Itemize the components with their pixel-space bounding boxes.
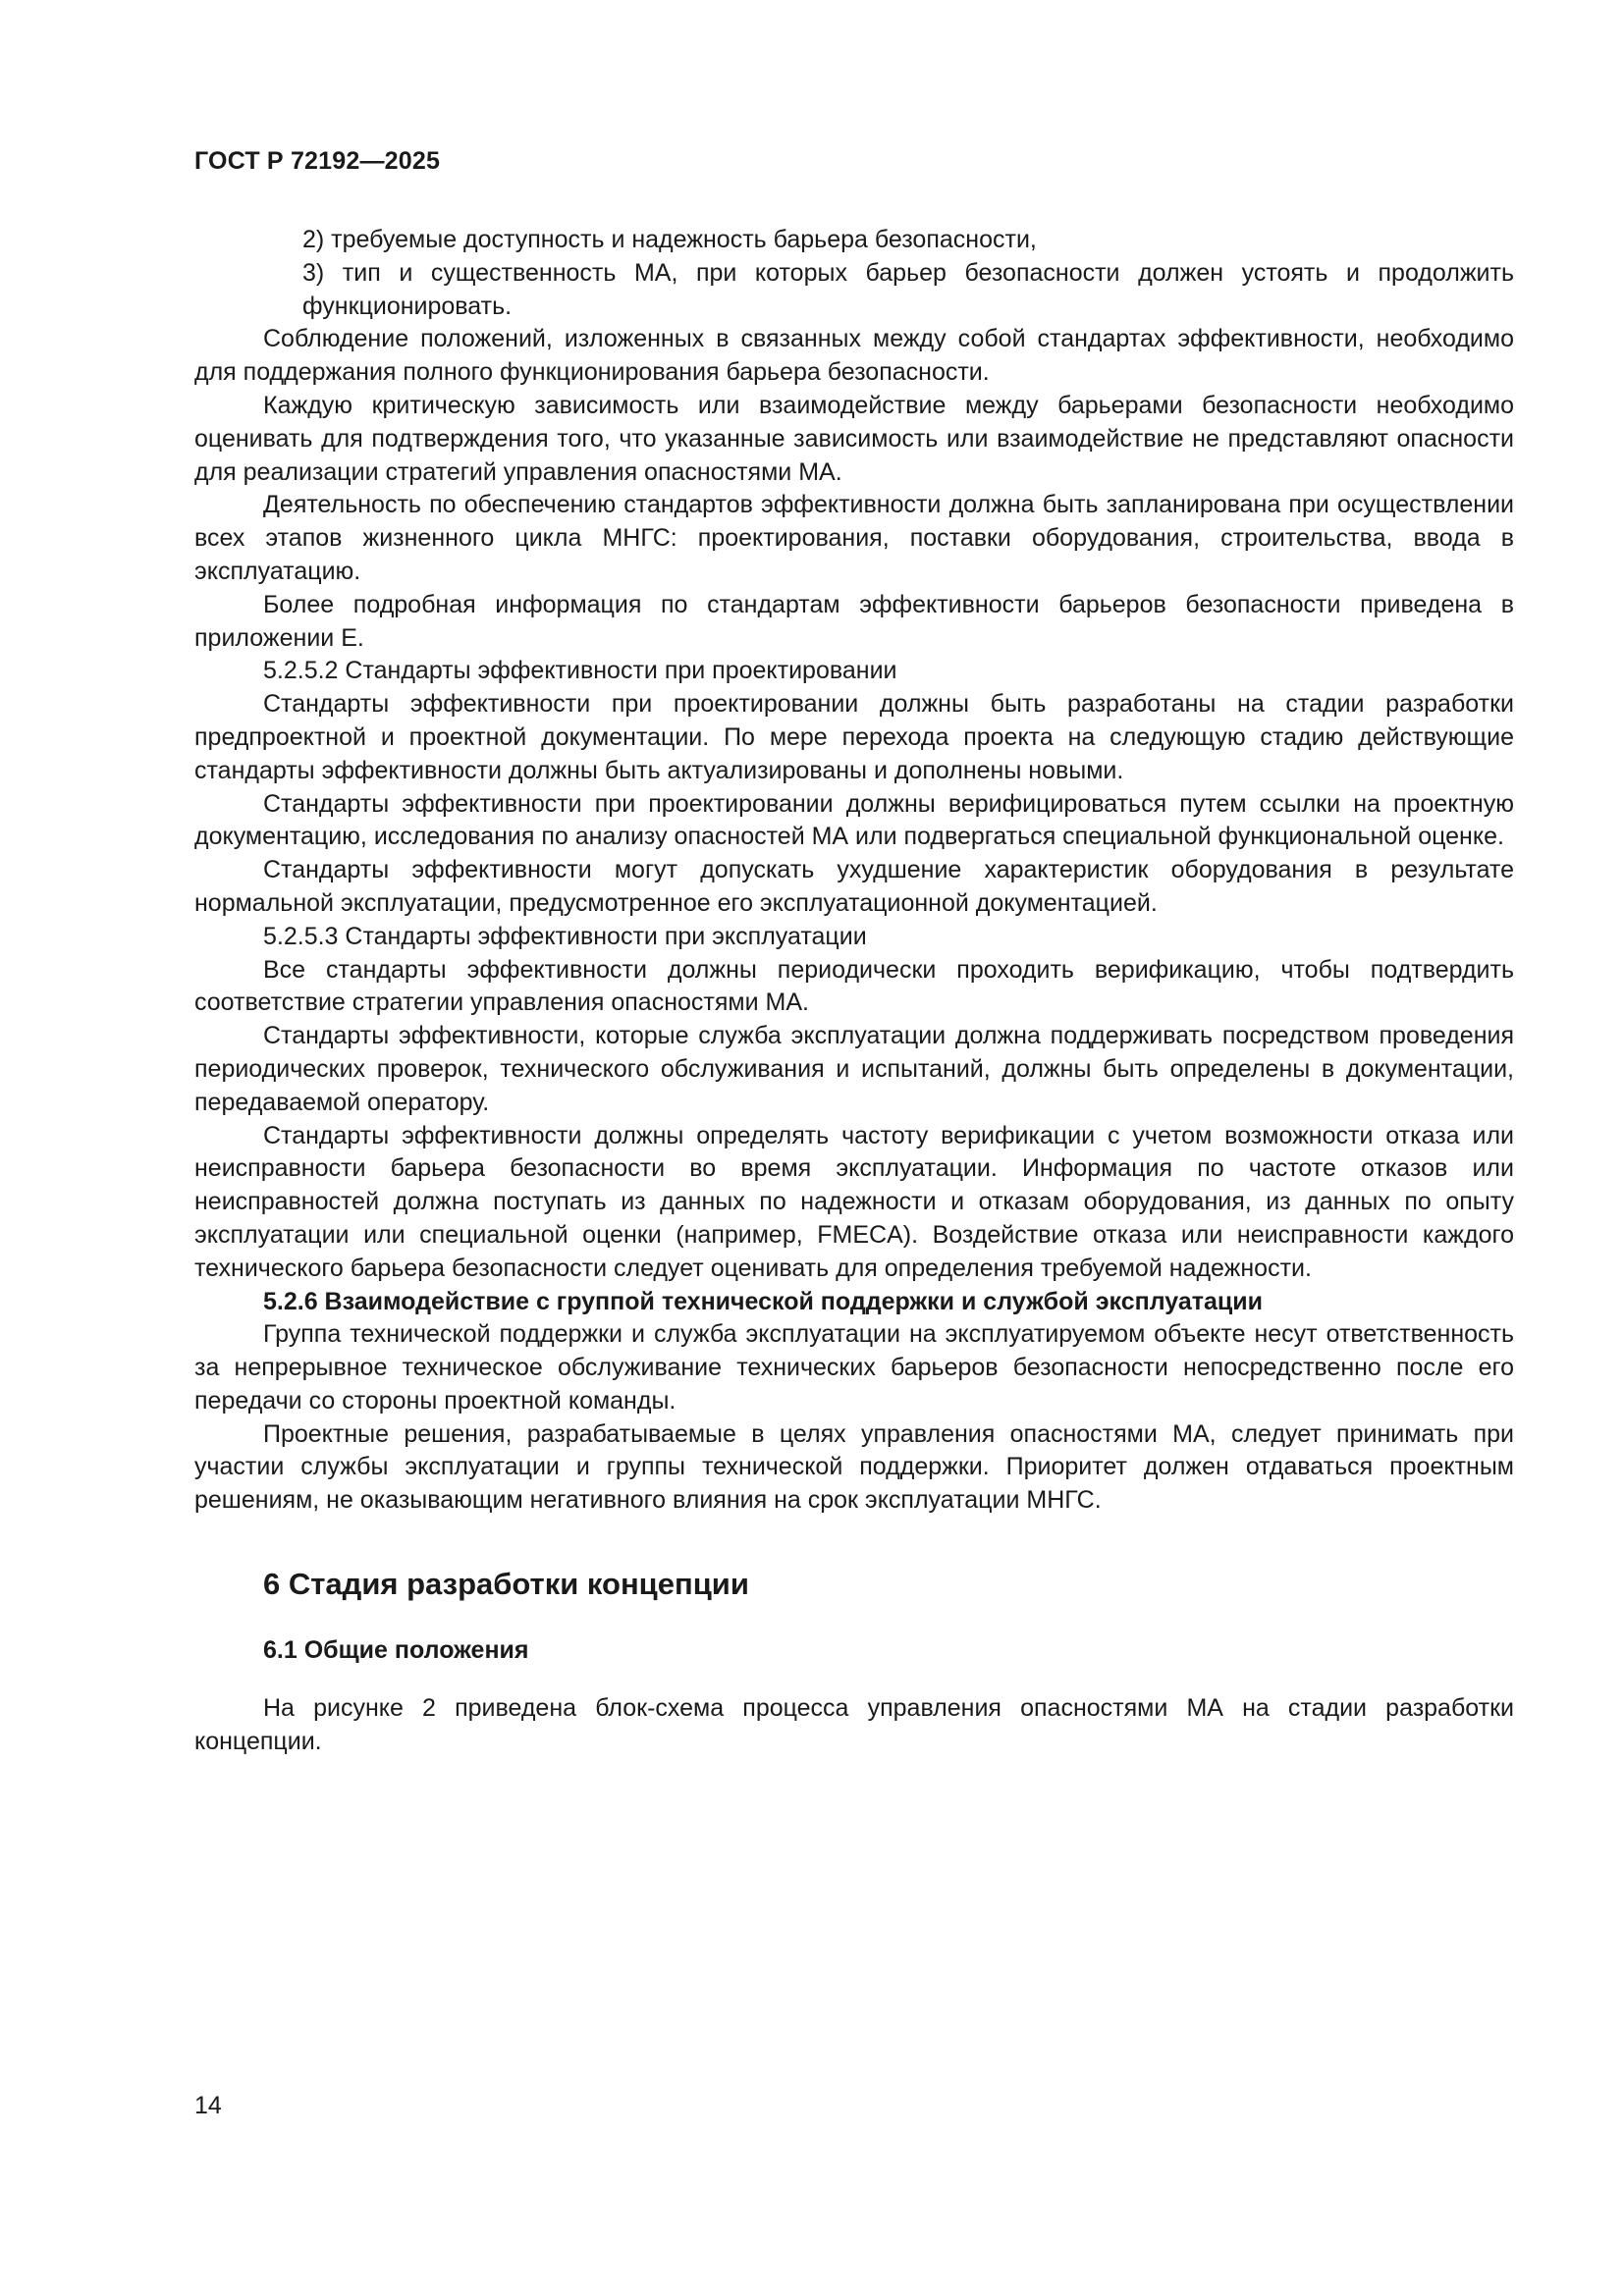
paragraph: Стандарты эффективности могут допускать ухудшение характеристик оборудования в результате нормальной эксплуатации, предусмотренное его эксплуатационной документацией. (194, 856, 1514, 917)
list-item: 3) тип и существенность МА, при которых барьер безопасности должен устоять и продолжить функционировать. (302, 258, 1514, 320)
paragraph: На рисунке 2 приведена блок-схема процесса управления опасностями МА на стадии разработки концепции. (194, 1694, 1514, 1755)
paragraph: Все стандарты эффективности должны периодически проходить верификацию, чтобы подтвердить соответствие стратегии управления опасностями МА. (194, 955, 1514, 1017)
paragraph: Каждую критическую зависимость или взаимодействие между барьерами безопасности необходимо оценивать для подтверждения того, что указанные зависимость или взаимодействие не представляют опасности для реализации стратегий управления опасностями МА. (194, 391, 1514, 486)
paragraph: Группа технической поддержки и служба эксплуатации на эксплуатируемом объекте несут ответственность за непрерывное техническое обслуживание технических барьеров безопасности непосредственно после его передачи со стороны проектной команды. (194, 1320, 1514, 1415)
list-item: 2) требуемые доступность и надежность барьера безопасности, (302, 226, 1037, 253)
section-6-heading: 6 Стадия разработки концепции (263, 1567, 749, 1602)
page-number: 14 (194, 2092, 222, 2119)
section-6-1-heading: 6.1 Общие положения (263, 1636, 529, 1665)
subsection-heading-5-2-5-3: 5.2.5.3 Стандарты эффективности при эксплуатации (263, 922, 867, 950)
paragraph: Стандарты эффективности должны определять частоту верификации с учетом возможности отказа или неисправности барьера безопасности во время эксплуатации. Информация по частоте отказов или неисправностей должна поступать из данных по надежности и отказам оборудования, из данных по опыту эксплуатации или специальной оценки (например, FMECA). Воздействие отказа или неисправности каждого технического барьера безопасности следует оценивать для определения требуемой надежности. (194, 1121, 1514, 1282)
paragraph: Стандарты эффективности при проектировании должны быть разработаны на стадии разработки предпроектной и проектной документации. По мере перехода проекта на следующую стадию действующие стандарты эффективности должны быть актуализированы и дополнены новыми. (194, 690, 1514, 784)
paragraph: Более подробная информация по стандартам эффективности барьеров безопасности приведена в приложении Е. (194, 590, 1514, 652)
paragraph: Деятельность по обеспечению стандартов эффективности должна быть запланирована при осуществлении всех этапов жизненного цикла МНГС: проектирования, поставки оборудования, строительства, ввода в эксплуатацию. (194, 491, 1514, 585)
document-body (194, 224, 1514, 1759)
subsection-heading-5-2-6: 5.2.6 Взаимодействие с группой технической поддержки и службой эксплуатации (263, 1287, 1263, 1315)
paragraph: Проектные решения, разрабатываемые в целях управления опасностями МА, следует принимать при участии службы эксплуатации и группы технической поддержки. Приоритет должен отдаваться проектным решениям, не оказывающим негативного влияния на срок эксплуатации МНГС. (194, 1419, 1514, 1515)
paragraph: Соблюдение положений, изложенных в связанных между собой стандартах эффективности, необходимо для поддержания полного функционирования барьера безопасности. (194, 325, 1514, 387)
document-code-header: ГОСТ Р 72192—2025 (194, 147, 441, 175)
subsection-heading-5-2-5-2: 5.2.5.2 Стандарты эффективности при проектировании (263, 657, 897, 685)
paragraph: Стандарты эффективности при проектировании должны верифицироваться путем ссылки на проектную документацию, исследования по анализу опасностей МА или подвергаться специальной функциональной оценке. (194, 789, 1514, 851)
paragraph: Стандарты эффективности, которые служба эксплуатации должна поддерживать посредством проведения периодических проверок, технического обслуживания и испытаний, должны быть определены в документации, передаваемой оператору. (194, 1022, 1514, 1116)
